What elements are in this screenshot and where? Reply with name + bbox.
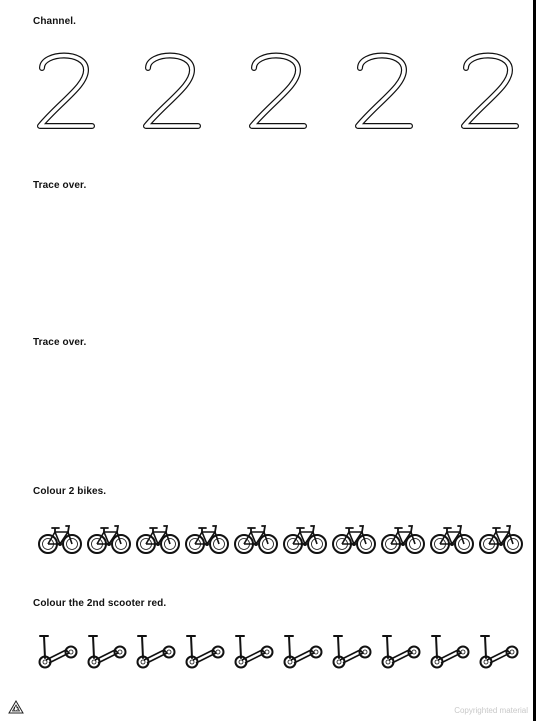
trace-area-1 <box>33 200 513 320</box>
bicycle-icon <box>87 520 131 556</box>
bicycle-icon <box>38 520 82 556</box>
scooter-icon <box>379 630 423 672</box>
scooter-icon <box>428 630 472 672</box>
triangle-logo-icon <box>8 700 24 714</box>
trace-over-label-2: Trace over. <box>33 337 87 348</box>
trace-over-label-1: Trace over. <box>33 180 87 191</box>
bicycle-icon <box>332 520 376 556</box>
trace-area-2 <box>33 355 513 475</box>
outlined-digit-2-icon <box>348 46 418 132</box>
bicycle-icon <box>283 520 327 556</box>
copyright-note: Copyrighted material <box>454 706 528 715</box>
scooter-icon <box>477 630 521 672</box>
bicycle-icon <box>430 520 474 556</box>
scooter-icon <box>183 630 227 672</box>
scooter-icon <box>281 630 325 672</box>
bicycle-icon <box>381 520 425 556</box>
page-mark: 12 <box>13 707 19 713</box>
outlined-digit-2-icon <box>242 46 312 132</box>
digits-row <box>30 46 530 136</box>
scooter-icon <box>85 630 129 672</box>
channel-label: Channel. <box>33 16 77 27</box>
outlined-digit-2-icon <box>30 46 100 132</box>
outlined-digit-2-icon <box>454 46 524 132</box>
bicycle-icon <box>234 520 278 556</box>
scooter-icon <box>330 630 374 672</box>
bicycle-icon <box>136 520 180 556</box>
bicycle-icon <box>185 520 229 556</box>
bicycle-icon <box>479 520 523 556</box>
colour-bikes-label: Colour 2 bikes. <box>33 486 107 497</box>
bikes-row <box>38 520 534 560</box>
outlined-digit-2-icon <box>136 46 206 132</box>
scooters-row <box>36 630 532 674</box>
colour-scooter-label: Colour the 2nd scooter red. <box>33 598 167 609</box>
scooter-icon <box>232 630 276 672</box>
scooter-icon <box>36 630 80 672</box>
scooter-icon <box>134 630 178 672</box>
